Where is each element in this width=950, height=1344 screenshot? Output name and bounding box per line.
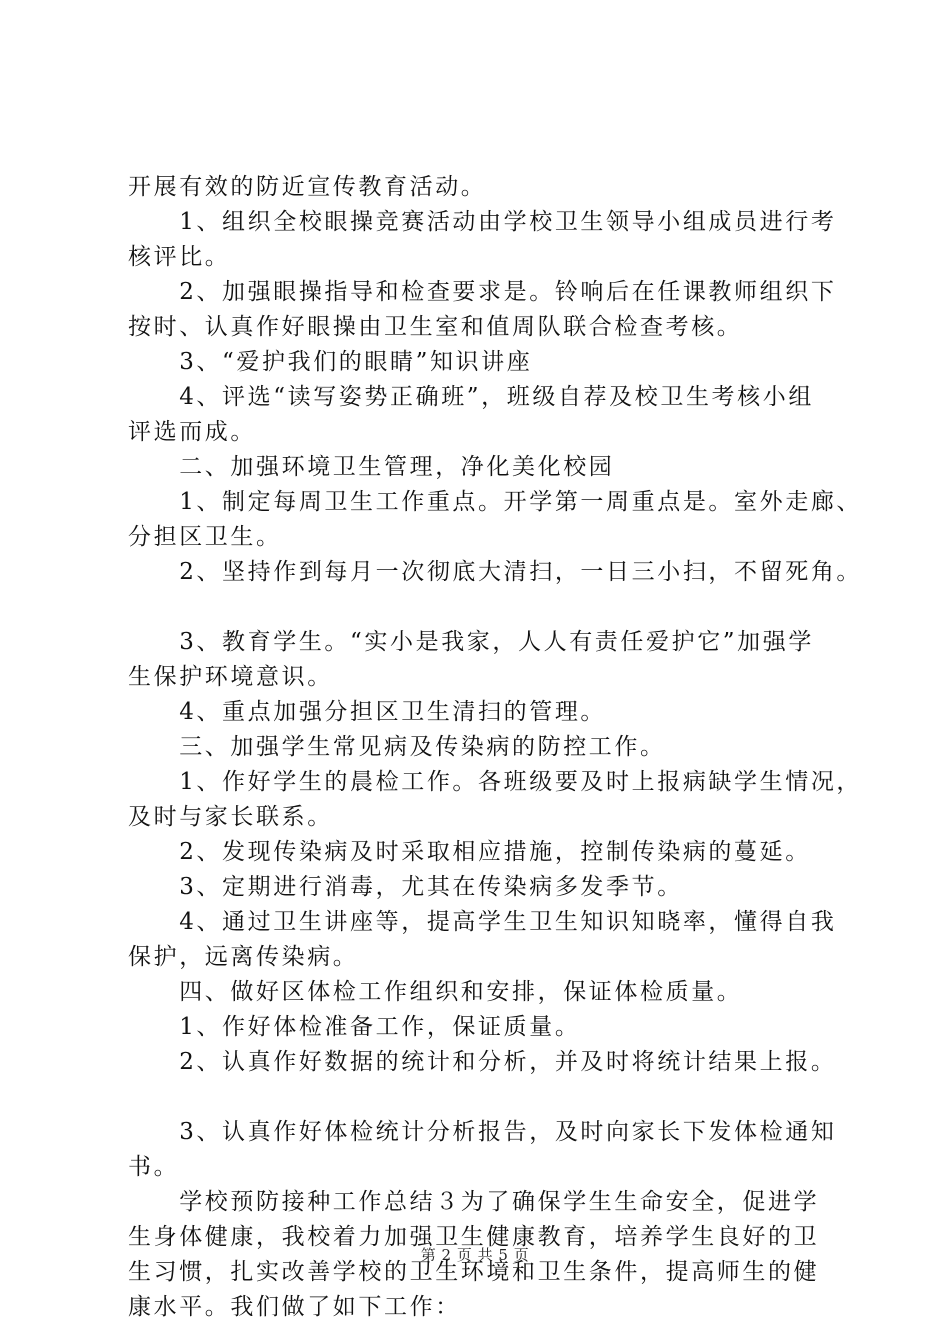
body-text <box>128 170 863 1325</box>
text-line: 按时、认真作好眼操由卫生室和值周队联合检查考核。 <box>128 314 743 340</box>
text-line: 4、重点加强分担区卫生清扫的管理。 <box>128 699 607 725</box>
text-line: 2、认真作好数据的统计和分析，并及时将统计结果上报。 <box>128 1049 837 1075</box>
text-line: 1、作好体检准备工作，保证质量。 <box>128 1014 581 1040</box>
text-line: 2、坚持作到每月一次彻底大清扫，一日三小扫，不留死角。 <box>128 559 863 585</box>
text-line: 生身体健康，我校着力加强卫生健康教育，培养学生良好的卫 <box>128 1224 820 1250</box>
text-line: 生保护环境意识。 <box>128 664 333 690</box>
text-line: 分担区卫生。 <box>128 524 282 550</box>
section-heading: 二、加强环境卫生管理，净化美化校园 <box>128 454 615 480</box>
text-line: 1、作好学生的晨检工作。各班级要及时上报病缺学生情况， <box>128 769 863 795</box>
text-line: 3、定期进行消毒，尤其在传染病多发季节。 <box>128 874 683 900</box>
text-line: 核评比。 <box>128 244 231 270</box>
text-line: 开展有效的防近宣传教育活动。 <box>128 174 487 200</box>
text-line: 3、教育学生。“实小是我家，人人有责任爱护它”加强学 <box>128 629 814 655</box>
text-line: 1、组织全校眼操竞赛活动由学校卫生领导小组成员进行考 <box>128 209 837 235</box>
section-heading: 四、做好区体检工作组织和安排，保证体检质量。 <box>128 979 743 1005</box>
text-line: 1、制定每周卫生工作重点。开学第一周重点是。室外走廊、 <box>128 489 863 515</box>
blank-line <box>128 1080 840 1115</box>
text-line: 保护，远离传染病。 <box>128 944 359 970</box>
text-line: 3、认真作好体检统计分析报告，及时向家长下发体检通知 <box>128 1119 837 1145</box>
text-line: 3、“爱护我们的眼睛”知识讲座 <box>128 349 533 375</box>
text-line: 4、评选“读写姿势正确班”，班级自荐及校卫生考核小组 <box>128 384 814 410</box>
text-line: 及时与家长联系。 <box>128 804 333 830</box>
text-line: 书。 <box>128 1154 180 1180</box>
page-number-footer: 第 2 页 共 5 页 <box>420 1246 530 1264</box>
text-line: 评选而成。 <box>128 419 256 445</box>
text-line: 学校预防接种工作总结３为了确保学生生命安全，促进学 <box>128 1189 820 1215</box>
text-line: 2、发现传染病及时采取相应措施，控制传染病的蔓延。 <box>128 839 811 865</box>
section-heading: 三、加强学生常见病及传染病的防控工作。 <box>128 734 666 760</box>
text-line: 2、加强眼操指导和检查要求是。铃响后在任课教师组织下 <box>128 279 837 305</box>
text-line: 康水平。我们做了如下工作： <box>128 1294 461 1320</box>
blank-line <box>128 590 840 625</box>
text-line: 生习惯，扎实改善学校的卫生环境和卫生条件，提高师生的健 <box>128 1259 820 1285</box>
text-line: 4、通过卫生讲座等，提高学生卫生知识知晓率，懂得自我 <box>128 909 837 935</box>
